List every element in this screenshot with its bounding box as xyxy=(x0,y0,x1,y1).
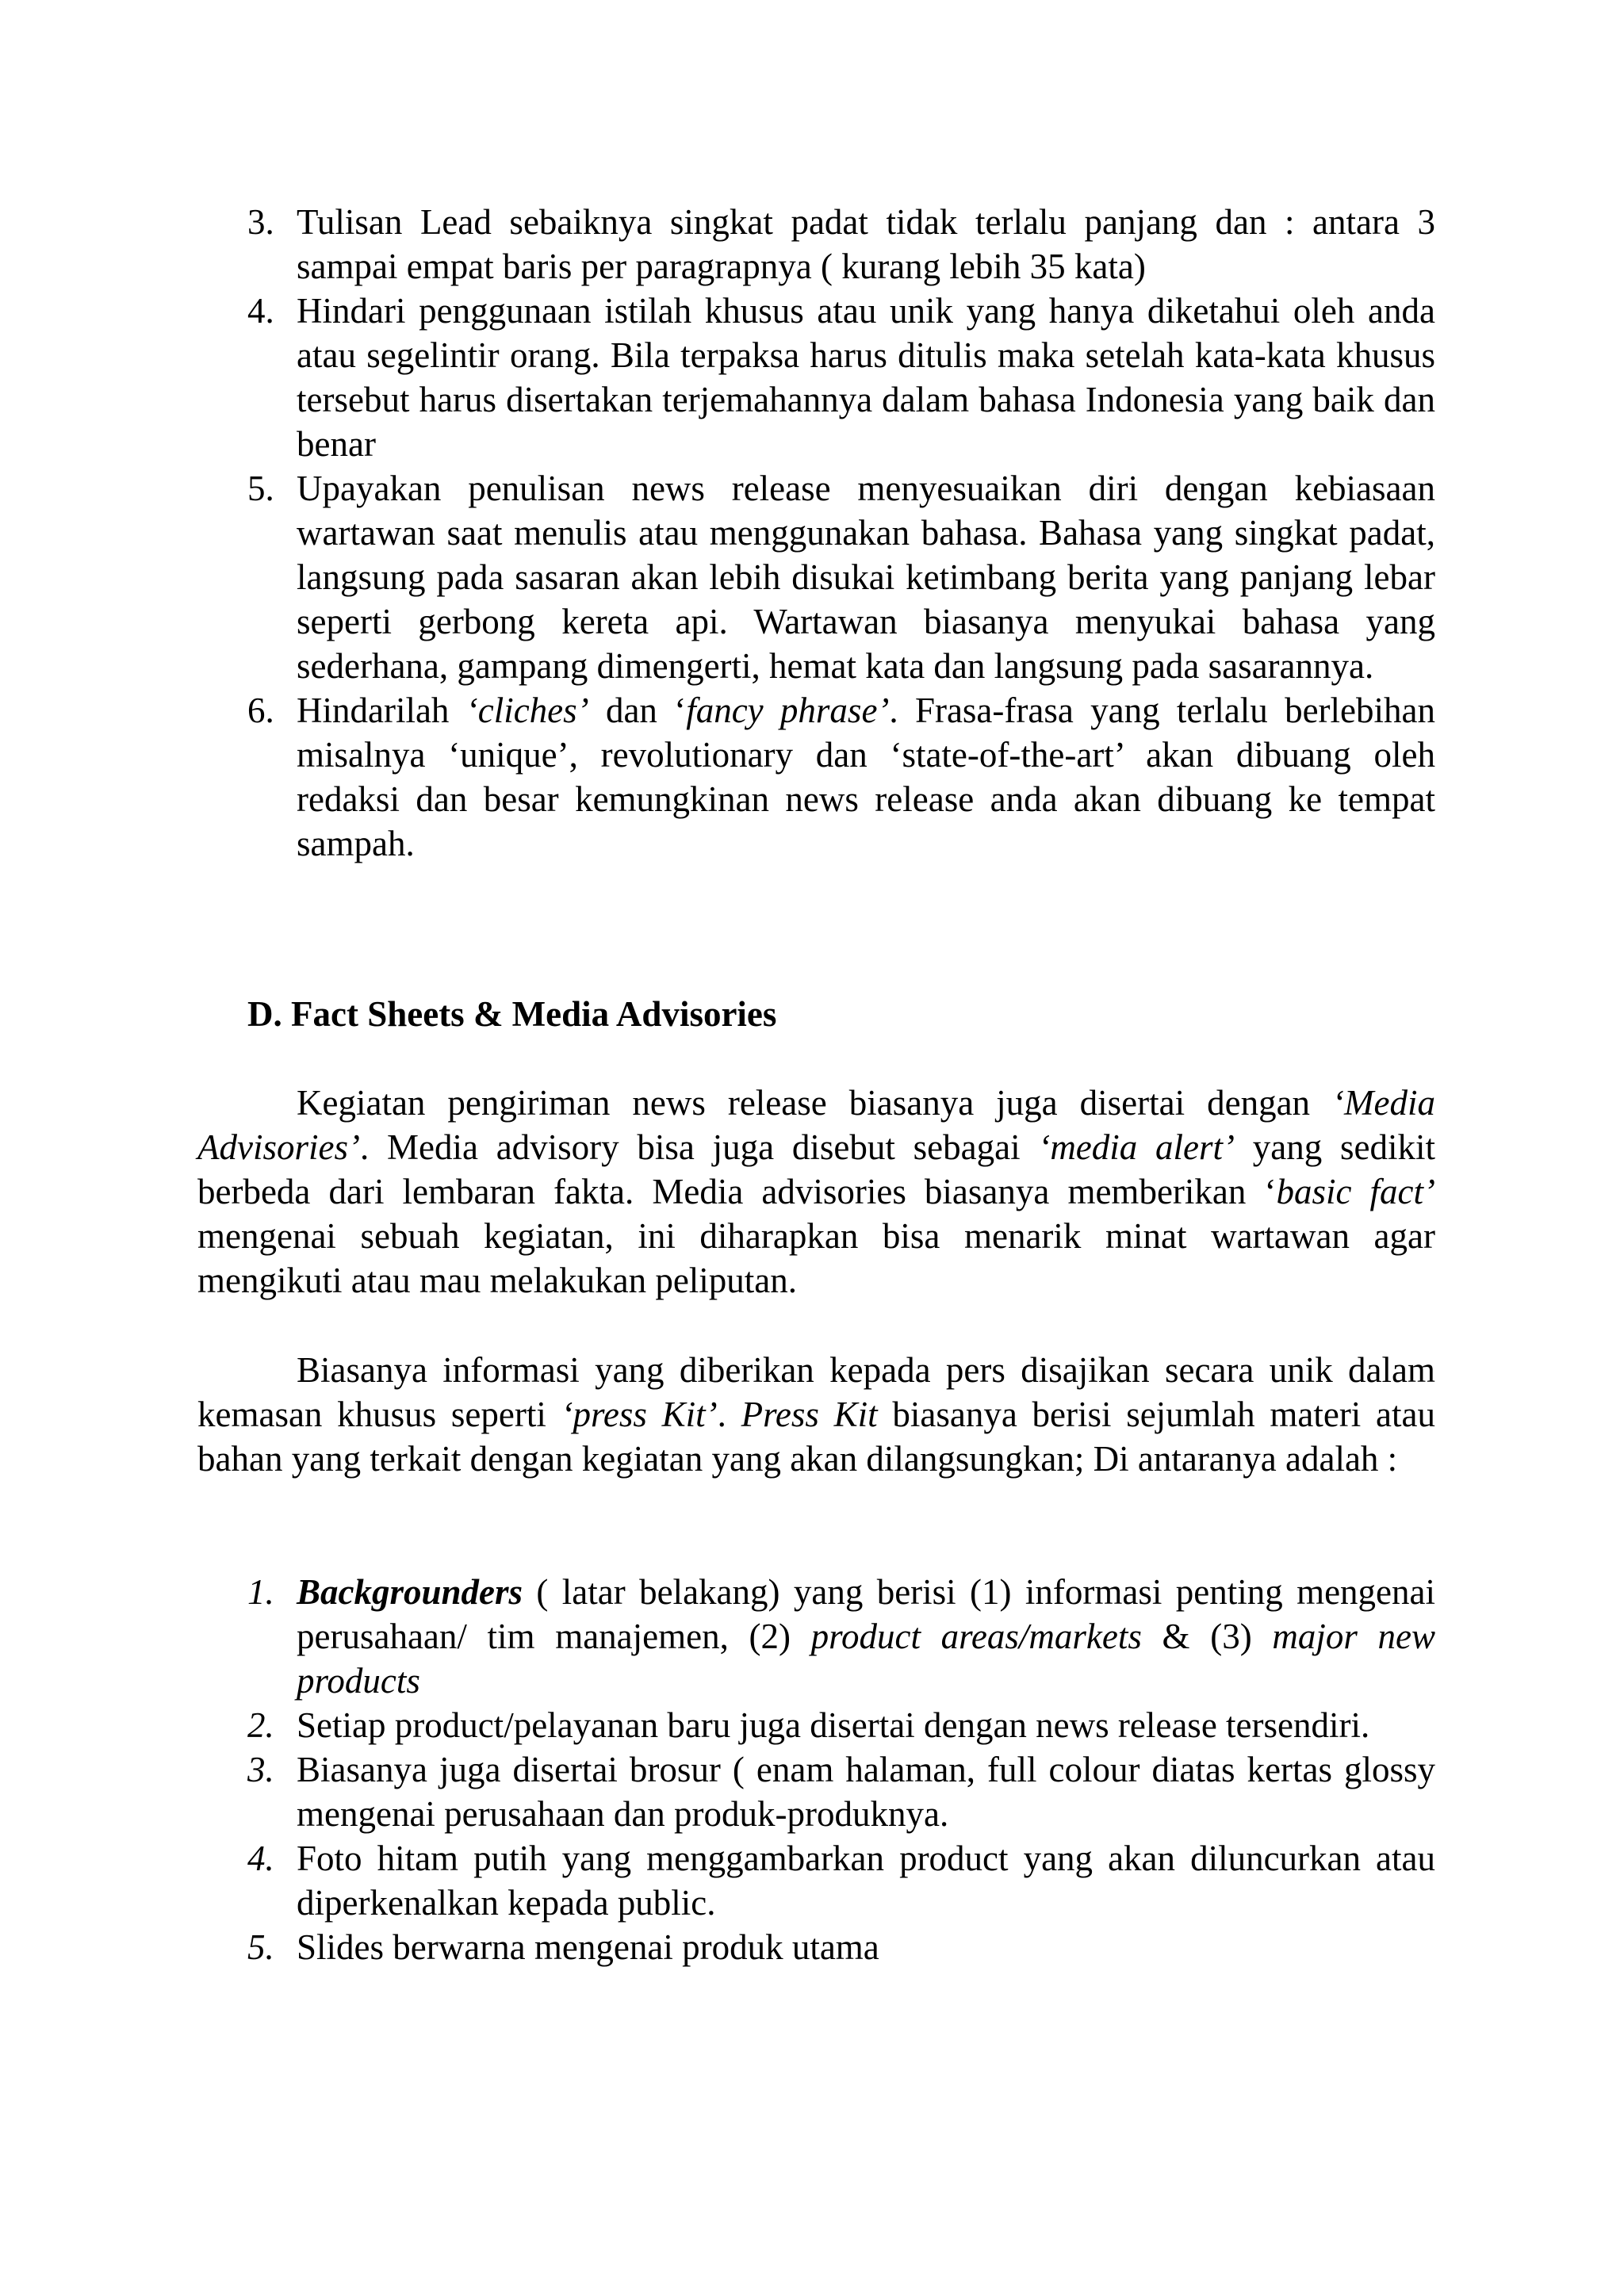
list-item-text: Hindari penggunaan istilah khusus atau unik yang hanya diketahui oleh anda atau segelintir orang. Bila terpaksa harus ditulis maka setelah kata-kata khusus tersebut harus disertakan terjemahannya dalam bahasa Indonesia yang baik dan benar xyxy=(297,291,1435,464)
list-item-text: Backgrounders ( latar belakang) yang berisi (1) informasi penting mengenai perusahaan/ tim manajemen, (2) product areas/markets & (3) major new products xyxy=(297,1572,1435,1701)
paragraph-press-kit: Biasanya informasi yang diberikan kepada pers disajikan secara unik dalam kemasan khusus seperti ‘press Kit’. Press Kit biasanya berisi sejumlah materi atau bahan yang terkait dengan kegiatan yang akan dilangsungkan; Di antaranya adalah : xyxy=(197,1350,1435,1479)
press-kit-list xyxy=(0,1570,1624,1969)
list-item-number: 5. xyxy=(247,469,274,508)
list-item xyxy=(0,466,1624,688)
list-item-number: 4. xyxy=(247,291,274,331)
list-item-number: 5. xyxy=(247,1927,274,1967)
list-item-number: 3. xyxy=(247,202,274,242)
section-heading: D. Fact Sheets & Media Advisories xyxy=(247,994,777,1034)
list-item-number: 6. xyxy=(247,691,274,730)
list-item-number: 2. xyxy=(247,1705,274,1745)
list-item-text: Foto hitam putih yang menggambarkan product yang akan diluncurkan atau diperkenalkan kepada public. xyxy=(297,1839,1435,1923)
list-item xyxy=(0,1925,1624,1969)
list-item-text: Tulisan Lead sebaiknya singkat padat tidak terlalu panjang dan : antara 3 sampai empat baris per paragrapnya ( kurang lebih 35 kata) xyxy=(297,202,1435,286)
list-item xyxy=(0,200,1624,289)
list-item-number: 3. xyxy=(247,1750,274,1789)
tips-list xyxy=(0,200,1624,866)
list-item-number: 4. xyxy=(247,1839,274,1878)
list-item xyxy=(0,1570,1624,1703)
list-item xyxy=(0,1703,1624,1747)
list-item-text: Biasanya juga disertai brosur ( enam halaman, full colour diatas kertas glossy mengenai perusahaan dan produk-produknya. xyxy=(297,1750,1435,1834)
list-item-text: Hindarilah ‘cliches’ dan ‘fancy phrase’. Frasa-frasa yang terlalu berlebihan misalnya ‘unique’, revolutionary dan ‘state-of-the-art’ akan dibuang oleh redaksi dan besar kemungkinan news release anda akan dibuang ke tempat sampah. xyxy=(297,691,1435,863)
list-item-text: Upayakan penulisan news release menyesuaikan diri dengan kebiasaan wartawan saat menulis atau menggunakan bahasa. Bahasa yang singkat padat, langsung pada sasaran akan lebih disukai ketimbang berita yang panjang lebar seperti gerbong kereta api. Wartawan biasanya menyukai bahasa yang sederhana, gampang dimengerti, hemat kata dan langsung pada sasarannya. xyxy=(297,469,1435,686)
paragraph-media-advisories: Kegiatan pengiriman news release biasanya juga disertai dengan ‘Media Advisories’. Media advisory bisa juga disebut sebagai ‘media alert’ yang sedikit berbeda dari lembaran fakta. Media advisories biasanya memberikan ‘basic fact’ mengenai sebuah kegiatan, ini diharapkan bisa menarik minat wartawan agar mengikuti atau mau melakukan peliputan. xyxy=(197,1083,1436,1300)
list-item xyxy=(0,289,1624,466)
list-item xyxy=(0,688,1624,866)
list-item xyxy=(0,1747,1624,1836)
list-item xyxy=(0,1836,1624,1925)
list-item-number: 1. xyxy=(247,1572,274,1612)
list-item-text: Setiap product/pelayanan baru juga disertai dengan news release tersendiri. xyxy=(297,1705,1370,1745)
list-item-text: Slides berwarna mengenai produk utama xyxy=(297,1927,879,1967)
